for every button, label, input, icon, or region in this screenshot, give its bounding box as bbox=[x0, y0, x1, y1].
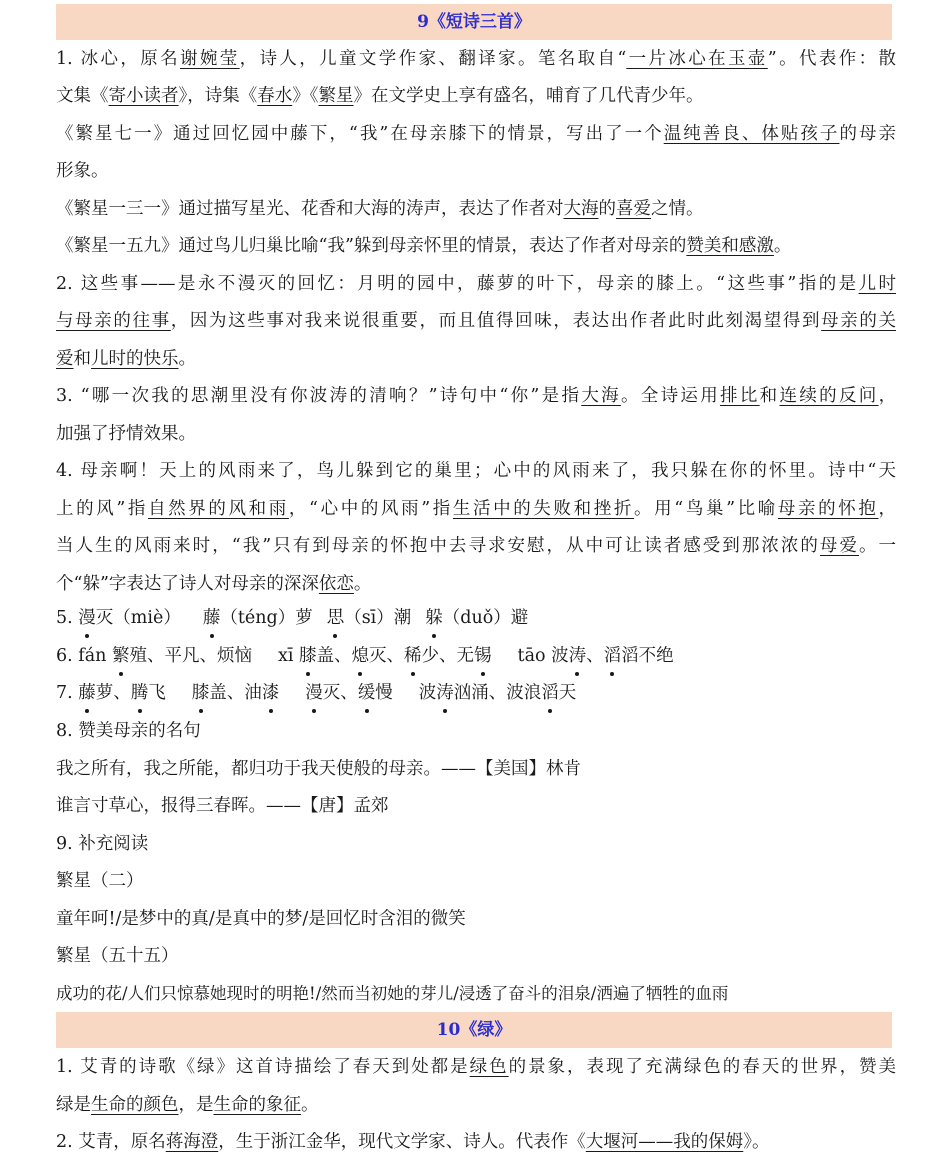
text-line bbox=[56, 1129, 896, 1155]
dotted-char: 锡 bbox=[474, 643, 492, 669]
text-line bbox=[56, 196, 896, 222]
text-segment: （duǒ）避 bbox=[442, 608, 529, 628]
text-segment: ，因为这些事对我来说很重要，而且值得回味，表达出作者此时此刻渴望得到 bbox=[170, 311, 822, 331]
text-segment: 》在文学史上享有盛名，哺育了几代青少年。 bbox=[353, 86, 704, 106]
text-segment: 盖、 bbox=[316, 646, 352, 666]
dotted-char: 涛 bbox=[436, 680, 454, 706]
text-segment: 4. 母亲啊！天上的风雨来了，鸟儿躲到它的巢里；心中的风雨来了，我只躲在你的怀里。诗中“天 bbox=[56, 461, 896, 481]
underlined-text: 谢婉莹 bbox=[180, 49, 240, 69]
text-segment: 慢 bbox=[375, 683, 393, 703]
underlined-text: 喜爱 bbox=[616, 199, 651, 219]
pronunciation-line bbox=[56, 643, 896, 669]
text-segment: 的景象，表现了充满绿色的春天的世界，赞美 bbox=[508, 1057, 897, 1077]
underlined-text: 母亲的怀抱 bbox=[777, 499, 879, 519]
section-header-9 bbox=[56, 4, 892, 40]
dotted-char: 膝 bbox=[299, 643, 317, 669]
text-segment: （téng）萝 bbox=[220, 608, 313, 628]
text-segment: ”。代表作：散 bbox=[767, 49, 897, 69]
text-segment: ，“心中的风雨”指 bbox=[288, 499, 453, 519]
section-header-10 bbox=[56, 1012, 892, 1048]
text-segment: 天 bbox=[558, 683, 577, 703]
text-segment: 。用“鸟巢”比喻 bbox=[634, 499, 778, 519]
text-line bbox=[56, 308, 896, 334]
dotted-char: 漫 bbox=[78, 605, 96, 631]
dotted-char: 藤 bbox=[78, 680, 96, 706]
text-segment: 波 bbox=[418, 683, 437, 703]
dotted-char: 滔 bbox=[604, 643, 622, 669]
underlined-text: 爱 bbox=[56, 349, 74, 369]
text-segment: 灭、 bbox=[322, 683, 358, 703]
text-segment: 。全诗运用 bbox=[620, 386, 721, 406]
text-segment: 成功的花/人们只惊慕她现时的明艳!/然而当初她的芽儿/浸透了奋斗的泪泉/洒遍了牺牲的血雨 bbox=[56, 984, 729, 1003]
text-line bbox=[56, 1092, 896, 1118]
text-segment: 盖、油 bbox=[209, 683, 262, 703]
text-segment: tāo 波 bbox=[517, 646, 569, 666]
text-segment: 9. 补充阅读 bbox=[56, 834, 149, 854]
dotted-char: 滔 bbox=[541, 680, 559, 706]
dotted-char: 漆 bbox=[262, 680, 280, 706]
underlined-text: 蒋海澄 bbox=[165, 1132, 219, 1152]
underlined-text: 寄小读者 bbox=[108, 86, 179, 106]
reading-heading bbox=[56, 831, 896, 857]
text-segment: 飞 bbox=[148, 683, 166, 703]
text-line bbox=[56, 383, 896, 409]
text-segment: 殖、平凡、烦恼 bbox=[129, 646, 253, 666]
underlined-text: 赞美和感激 bbox=[686, 236, 774, 256]
text-line bbox=[56, 271, 896, 297]
text-segment: 萝、 bbox=[95, 683, 131, 703]
text-line bbox=[56, 46, 896, 72]
text-segment: 2. 这些事——是永不漫灭的回忆：月明的园中，藤萝的叶下，母亲的膝上。“这些事”指的是 bbox=[56, 274, 859, 294]
text-segment: ，生于浙江金华，现代文学家、诗人。代表作《 bbox=[218, 1132, 586, 1152]
text-line bbox=[56, 1054, 896, 1080]
text-segment: 个“躲”字表达了诗人对母亲的深深 bbox=[56, 574, 319, 594]
text-segment: 少、无 bbox=[421, 646, 475, 666]
underlined-text: 绿色 bbox=[469, 1057, 509, 1077]
text-segment: 的 bbox=[598, 199, 616, 219]
text-segment: ， bbox=[878, 386, 897, 406]
dotted-char: 稀 bbox=[404, 643, 422, 669]
dotted-char: 缓 bbox=[358, 680, 376, 706]
text-segment: 和 bbox=[73, 349, 91, 369]
underlined-text: 母爱 bbox=[819, 536, 859, 556]
text-segment: 。一 bbox=[858, 536, 897, 556]
text-line bbox=[56, 121, 896, 147]
text-line bbox=[56, 533, 896, 559]
quote-line bbox=[56, 756, 896, 782]
underlined-text: 与母亲的往事 bbox=[56, 311, 171, 331]
poem-text bbox=[56, 906, 896, 932]
poem-title bbox=[56, 868, 896, 894]
underlined-text: 自然界的风和雨 bbox=[148, 499, 289, 519]
dotted-char: 膝 bbox=[192, 680, 210, 706]
text-segment: 文集《 bbox=[56, 86, 109, 106]
text-segment: 汹涌、波浪 bbox=[453, 683, 542, 703]
text-line bbox=[56, 496, 896, 522]
text-segment: 灭、 bbox=[369, 646, 405, 666]
text-segment: 我之所有，我之所能，都归功于我天使般的母亲。——【美国】林肯 bbox=[56, 759, 581, 779]
text-segment: 《繁星一三一》通过描写星光、花香和大海的涛声，表达了作者对 bbox=[56, 199, 564, 219]
text-line bbox=[56, 346, 896, 372]
text-segment: 。 bbox=[301, 1095, 319, 1115]
underlined-text: 大海 bbox=[563, 199, 599, 219]
underlined-text: 温纯善良、体贴孩子 bbox=[663, 124, 840, 144]
dotted-char: 漫 bbox=[305, 680, 323, 706]
text-segment: 8. 赞美母亲的名句 bbox=[56, 721, 201, 741]
text-segment: 《繁星七一》通过回忆园中藤下，“我”在母亲膝下的情景，写出了一个 bbox=[56, 124, 664, 144]
pronunciation-line bbox=[56, 680, 896, 706]
dotted-char: 躲 bbox=[425, 605, 443, 631]
text-segment: 。 bbox=[178, 349, 196, 369]
text-segment: ， bbox=[878, 499, 897, 519]
text-segment: 加强了抒情效果。 bbox=[56, 424, 196, 444]
text-segment: 谁言寸草心，报得三春晖。——【唐】孟郊 bbox=[56, 796, 389, 816]
poem-title bbox=[56, 943, 896, 969]
underlined-text: 繁星 bbox=[318, 86, 354, 106]
text-segment: 2. 艾青，原名 bbox=[56, 1132, 166, 1152]
underlined-text: 春水 bbox=[257, 86, 293, 106]
text-segment: 滔不绝 bbox=[621, 646, 674, 666]
text-segment: 绿是 bbox=[56, 1095, 91, 1115]
text-segment: 》，诗集《 bbox=[178, 86, 258, 106]
text-segment: 1. 艾青的诗歌《绿》这首诗描绘了春天到处都是 bbox=[56, 1057, 470, 1077]
underlined-text: 一片冰心在玉壶 bbox=[626, 49, 768, 69]
text-segment: 、 bbox=[586, 646, 604, 666]
quotes-heading bbox=[56, 718, 896, 744]
text-line bbox=[56, 458, 896, 484]
text-segment: 7. bbox=[56, 683, 79, 703]
text-line bbox=[56, 421, 896, 447]
underlined-text: 依恋 bbox=[318, 574, 354, 594]
text-segment: 5. bbox=[56, 608, 79, 628]
text-segment: 6. fán bbox=[56, 646, 113, 666]
dotted-char: 熄 bbox=[352, 643, 370, 669]
underlined-text: 儿时的快乐 bbox=[91, 349, 179, 369]
underlined-text: 排比 bbox=[720, 386, 760, 406]
underlined-text: 连续的反问 bbox=[779, 386, 879, 406]
text-segment: 》。 bbox=[743, 1132, 770, 1152]
text-segment: 。 bbox=[773, 236, 792, 256]
text-segment: （sī）潮 bbox=[344, 608, 412, 628]
dotted-char: 腾 bbox=[131, 680, 149, 706]
dotted-char: 繁 bbox=[112, 643, 130, 669]
text-line bbox=[56, 158, 896, 184]
dotted-char: 思 bbox=[327, 605, 345, 631]
section-title: 10《绿》 bbox=[436, 1020, 512, 1040]
text-segment: 上的风”指 bbox=[56, 499, 149, 519]
dotted-char: 藤 bbox=[203, 605, 221, 631]
text-segment: 当人生的风雨来时，“我”只有到母亲的怀抱中去寻求安慰，从中可让读者感受到那浓浓的 bbox=[56, 536, 820, 556]
text-line bbox=[56, 571, 896, 597]
underlined-text: 生命的颜色 bbox=[91, 1095, 179, 1115]
text-line bbox=[56, 233, 896, 259]
underlined-text: 生活中的失败和挫折 bbox=[452, 499, 635, 519]
text-segment: xī bbox=[278, 646, 300, 666]
text-segment: 繁星（二） bbox=[56, 871, 144, 891]
pronunciation-line bbox=[56, 605, 896, 631]
text-segment: 1. 冰心，原名 bbox=[56, 49, 181, 69]
underlined-text: 大海 bbox=[581, 386, 621, 406]
text-segment: 的母亲 bbox=[839, 124, 897, 144]
underlined-text: 大堰河——我的保姆 bbox=[585, 1132, 744, 1152]
dotted-char: 涛 bbox=[569, 643, 587, 669]
poem-text bbox=[56, 981, 896, 1007]
text-segment: ，诗人，儿童文学作家、翻译家。笔名取自“ bbox=[239, 49, 627, 69]
text-segment: 》《 bbox=[292, 86, 319, 106]
underlined-text: 母亲的关 bbox=[821, 311, 897, 331]
section-title: 9《短诗三首》 bbox=[417, 12, 531, 32]
text-segment: 之情。 bbox=[651, 199, 704, 219]
text-line bbox=[56, 83, 896, 109]
text-segment: ，是 bbox=[178, 1095, 214, 1115]
underlined-text: 儿时 bbox=[858, 274, 896, 294]
quote-line bbox=[56, 793, 896, 819]
text-segment: 童年呵!/是梦中的真/是真中的梦/是回忆时含泪的微笑 bbox=[56, 909, 466, 929]
text-segment: 灭（miè） bbox=[95, 608, 181, 628]
text-segment: 和 bbox=[759, 386, 780, 406]
text-segment: 。 bbox=[353, 574, 372, 594]
underlined-text: 生命的象征 bbox=[213, 1095, 301, 1115]
text-segment: 形象。 bbox=[56, 161, 109, 181]
text-segment: 繁星（五十五） bbox=[56, 946, 179, 966]
text-segment: 《繁星一五九》通过鸟儿归巢比喻“我”躲到母亲怀里的情景，表达了作者对母亲的 bbox=[56, 236, 687, 256]
text-segment: 3. “哪一次我的思潮里没有你波涛的清响？”诗句中“你”是指 bbox=[56, 386, 582, 406]
